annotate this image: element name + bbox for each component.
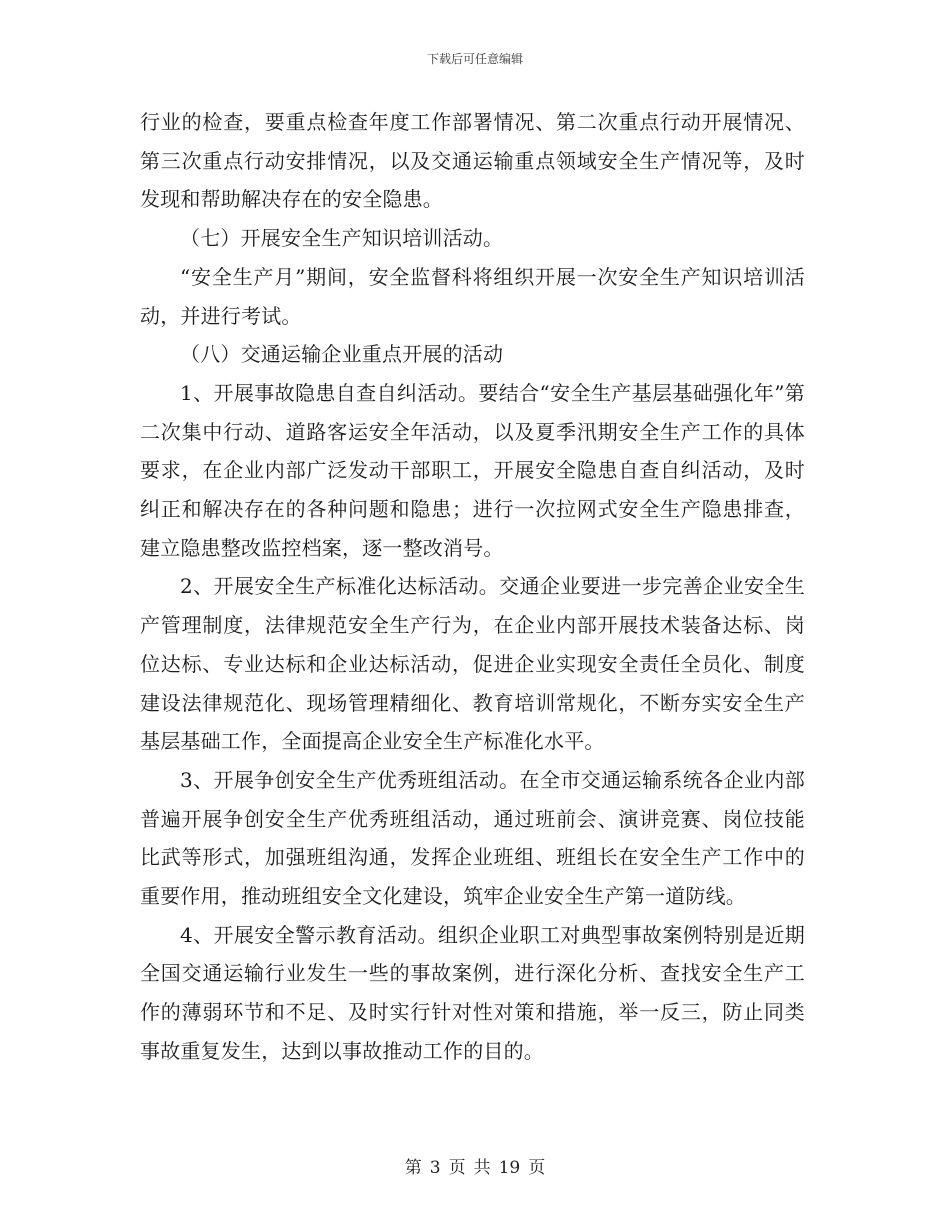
page-footer <box>0 1153 950 1178</box>
page-header-note: 下载后可任意编辑 <box>426 52 523 66</box>
document-body <box>140 103 805 1071</box>
paragraph-item-1: 1、开展事故隐患自查自纠活动。要结合“安全生产基层基础强化年”第二次集中行动、道路客运安全年活动，以及夏季汛期安全生产工作的具体要求，在企业内部广泛发动干部职工，开展安全隐患自查自纠活动，及时纠正和解决存在的各种问题和隐患；进行一次拉网式安全生产隐患排查，建立隐患整改监控档案，逐一整改消号。 <box>140 380 805 560</box>
footer-total-word: 共 <box>473 1158 491 1178</box>
footer-current-page: 3 <box>429 1158 441 1178</box>
paragraph-item-2: 2、开展安全生产标准化达标活动。交通企业要进一步完善企业安全生产管理制度，法律规范安全生产行为，在企业内部开展技术装备达标、岗位达标、专业达标和企业达标活动，促进企业实现安全责任全员化、制度建设法律规范化、现场管理精细化、教育培训常规化，不断夯实安全生产基层基础工作，全面提高企业安全生产标准化水平。 <box>140 574 805 754</box>
footer-page-word: 页 <box>448 1158 466 1178</box>
footer-prefix: 第 <box>404 1158 422 1178</box>
paragraph-item-4: 4、开展安全警示教育活动。组织企业职工对典型事故案例特别是近期全国交通运输行业发生一些的事故案例，进行深化分析、查找安全生产工作的薄弱环节和不足、及时实行针对性对策和措施，举一反三，防止同类事故重复发生，达到以事故推动工作的目的。 <box>140 922 805 1063</box>
paragraph-section-7-heading: （七）开展安全生产知识培训活动。 <box>180 226 504 251</box>
paragraph-item-3: 3、开展争创安全生产优秀班组活动。在全市交通运输系统各企业内部普遍开展争创安全生产优秀班组活动，通过班前会、演讲竞赛、岗位技能比武等形式，加强班组沟通，发挥企业班组、班组长在安全生产工作中的重要作用，推动班组安全文化建设，筑牢企业安全生产第一道防线。 <box>140 767 805 909</box>
footer-suffix: 页 <box>528 1158 546 1178</box>
paragraph-section-8-heading: （八）交通运输企业重点开展的活动 <box>180 342 504 367</box>
footer-total-pages: 19 <box>498 1158 521 1178</box>
paragraph-continuation: 行业的检查，要重点检查年度工作部署情况、第二次重点行动开展情况、第三次重点行动安排情况，以及交通运输重点领域安全生产情况等，及时发现和帮助解决存在的安全隐患。 <box>140 110 805 212</box>
paragraph-safety-month-training: “安全生产月”期间，安全监督科将组织开展一次安全生产知识培训活动，并进行考试。 <box>140 264 805 328</box>
